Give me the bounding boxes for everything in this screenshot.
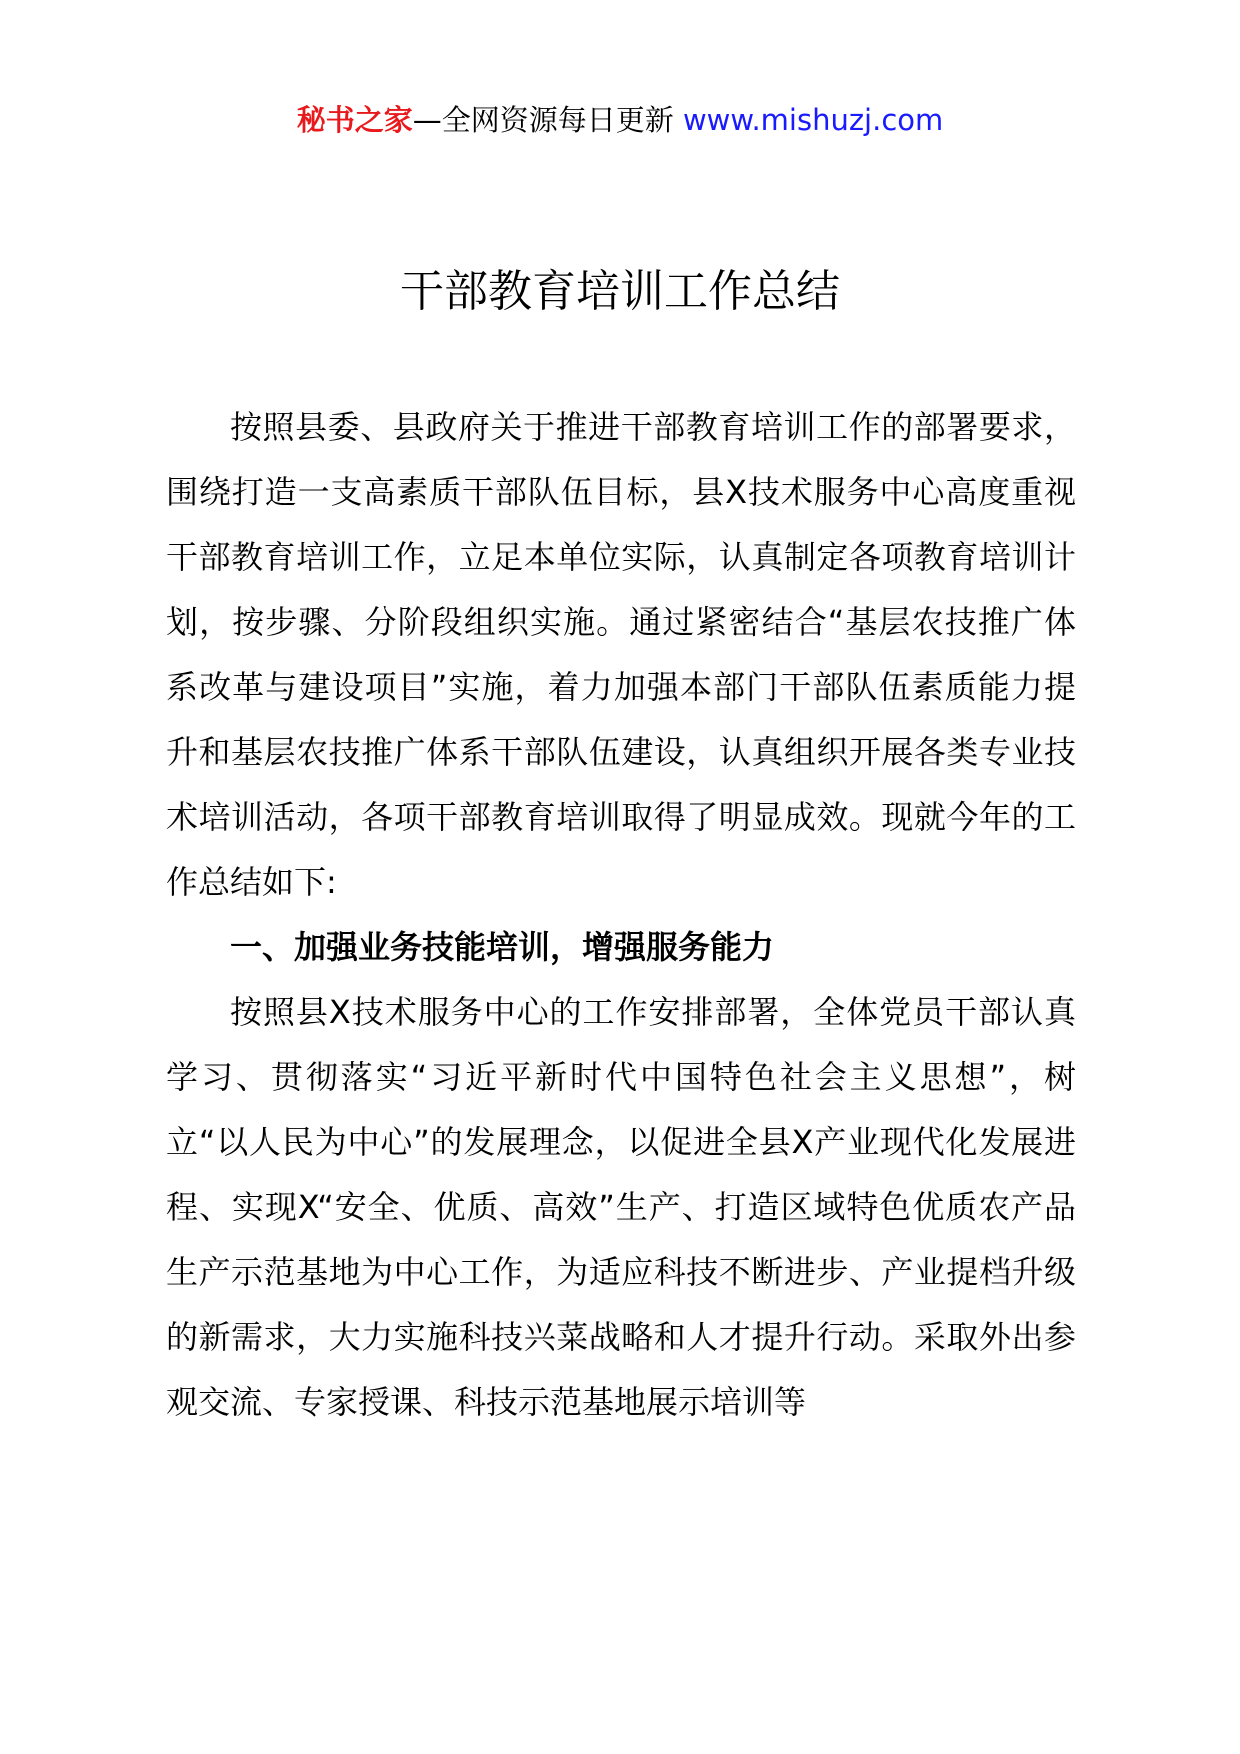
site-banner bbox=[0, 100, 1240, 140]
paragraph-intro: 按照县委、县政府关于推进干部教育培训工作的部署要求，围绕打造一支高素质干部队伍目标，县X技术服务中心高度重视干部教育培训工作，立足本单位实际，认真制定各项教育培训计划，按步骤、分阶段组织实施。通过紧密结合“基层农技推广体系改革与建设项目”实施，着力加强本部门干部队伍素质能力提升和基层农技推广体系干部队伍建设，认真组织开展各类专业技术培训活动，各项干部教育培训取得了明显成效。现就今年的工作总结如下: bbox=[166, 408, 1076, 901]
paragraph-section-1: 按照县X技术服务中心的工作安排部署，全体党员干部认真学习、贯彻落实“习近平新时代中国特色社会主义思想”，树立“以人民为中心”的发展理念，以促进全县X产业现代化发展进程、实现X“安全、优质、高效”生产、打造区域特色优质农产品生产示范基地为中心工作，为适应科技不断进步、产业提档升级的新需求，大力实施科技兴菜战略和人才提升行动。采取外出参观交流、专家授课、科技示范基地展示培训等 bbox=[166, 993, 1076, 1421]
document-body bbox=[166, 395, 1076, 1435]
slogan-text: —全网资源每日更新 bbox=[412, 103, 683, 137]
section-heading-1: 一、加强业务技能培训，增强服务能力 bbox=[230, 928, 775, 966]
site-url-link[interactable]: www.mishuzj.com bbox=[682, 103, 944, 137]
document-title: 干部教育培训工作总结 bbox=[400, 266, 840, 317]
brand-name: 秘书之家 bbox=[296, 103, 413, 137]
